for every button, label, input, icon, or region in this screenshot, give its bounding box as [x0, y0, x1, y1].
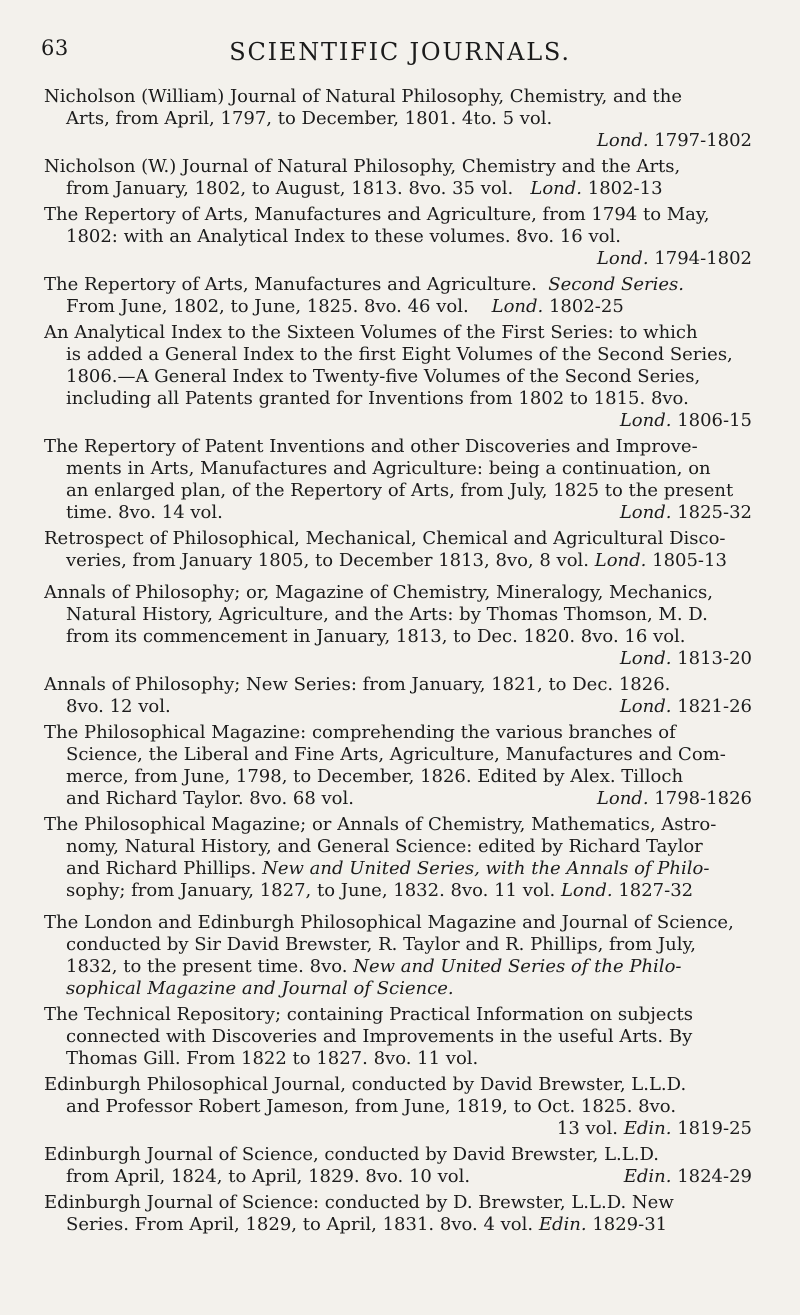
entry-line: Annals of Philosophy; or, Magazine of Chemistry, Mineralogy, Mechanics,	[44, 582, 713, 603]
imprint-place: Edin.	[538, 1214, 587, 1235]
imprint-years: 1827-32	[618, 880, 694, 901]
imprint-years: 1825-32	[677, 502, 752, 523]
imprint-years: 1802-25	[548, 296, 624, 317]
entry-line: 1832, to the present time. 8vo.	[66, 956, 348, 977]
imprint-years: 1829-31	[592, 1214, 668, 1235]
entry-line: The Repertory of Arts, Manufactures and Agriculture.	[44, 274, 537, 295]
list-item	[44, 722, 756, 810]
entry-line: 13 vol.	[556, 1118, 618, 1139]
entry-line: Edinburgh Philosophical Journal, conducted by David Brewster, L.L.D.	[44, 1074, 687, 1095]
entry-line: and Richard Taylor. 8vo. 68 vol.	[66, 788, 354, 809]
list-item	[44, 86, 756, 152]
entry-line: sophy; from January, 1827, to June, 1832. 8vo. 11 vol.	[66, 880, 556, 901]
entry-line: conducted by Sir David Brewster, R. Taylor and R. Phillips, from July,	[66, 934, 696, 955]
entry-line: veries, from January 1805, to December 1813, 8vo, 8 vol.	[66, 550, 590, 571]
entry-line: Science, the Liberal and Fine Arts, Agriculture, Manufactures and Com-	[66, 744, 726, 765]
running-head: SCIENTIFIC JOURNALS.	[229, 38, 571, 66]
entry-line: from April, 1824, to April, 1829. 8vo. 10 vol.	[66, 1166, 471, 1187]
imprint-place: Lond.	[619, 410, 672, 431]
page-number: 63	[41, 36, 69, 60]
entry-line: Nicholson (W.) Journal of Natural Philosophy, Chemistry and the Arts,	[44, 156, 681, 177]
list-item	[44, 156, 756, 200]
list-item	[44, 528, 756, 572]
entry-line: Annals of Philosophy; New Series: from January, 1821, to Dec. 1826.	[44, 674, 671, 695]
entry-line: merce, from June, 1798, to December, 1826. Edited by Alex. Tilloch	[66, 766, 684, 787]
entry-line: and Richard Phillips.	[66, 858, 257, 879]
entry-line: An Analytical Index to the Sixteen Volumes of the First Series: to which	[44, 322, 698, 343]
list-item	[44, 674, 756, 718]
list-item	[44, 1074, 756, 1140]
list-item	[44, 436, 756, 524]
entry-line: The Repertory of Arts, Manufactures and Agriculture, from 1794 to May,	[44, 204, 710, 225]
entry-line: Series. From April, 1829, to April, 1831. 8vo. 4 vol.	[66, 1214, 534, 1235]
list-item	[44, 274, 756, 318]
entry-line: The Technical Repository; containing Practical Information on subjects	[44, 1004, 694, 1025]
imprint-place: Lond.	[530, 178, 583, 199]
entry-line: ments in Arts, Manufactures and Agriculture: being a continuation, on	[66, 458, 711, 479]
imprint-place: Edin.	[623, 1166, 672, 1187]
imprint-years: 1824-29	[677, 1166, 752, 1187]
imprint-years: 1813-20	[677, 648, 752, 669]
entry-line: time. 8vo. 14 vol.	[66, 502, 223, 523]
entry-line: The London and Edinburgh Philosophical Magazine and Journal of Science,	[44, 912, 734, 933]
entry-line: 8vo. 12 vol.	[66, 696, 171, 717]
imprint-years: 1805-13	[652, 550, 727, 571]
entry-line: from its commencement in January, 1813, to Dec. 1820. 8vo. 16 vol.	[66, 626, 686, 647]
imprint-place: Lond.	[596, 130, 649, 151]
list-item	[44, 1004, 756, 1070]
imprint-place: Lond.	[619, 696, 672, 717]
imprint-place: Lond.	[560, 880, 613, 901]
list-item	[44, 582, 756, 670]
list-item	[44, 322, 756, 432]
entry-line: including all Patents granted for Inventions from 1802 to 1815. 8vo.	[66, 388, 689, 409]
entry-line: 1802: with an Analytical Index to these volumes. 8vo. 16 vol.	[66, 226, 621, 247]
imprint-place: Lond.	[619, 648, 672, 669]
entry-line: and Professor Robert Jameson, from June, 1819, to Oct. 1825. 8vo.	[66, 1096, 677, 1117]
list-item	[44, 814, 756, 902]
entry-line: From June, 1802, to June, 1825. 8vo. 46 vol.	[66, 296, 469, 317]
entry-line: 1806.—A General Index to Twenty-five Volumes of the Second Series,	[66, 366, 701, 387]
entry-line: from January, 1802, to August, 1813. 8vo. 35 vol.	[66, 178, 514, 199]
imprint-years: 1821-26	[677, 696, 752, 717]
entry-line: sophical Magazine and Journal of Science.	[66, 978, 454, 999]
entry-line: is added a General Index to the first Eight Volumes of the Second Series,	[66, 344, 733, 365]
entry-line: The Philosophical Magazine; or Annals of Chemistry, Mathematics, Astro-	[44, 814, 717, 835]
series-italic: Second Series.	[548, 274, 684, 295]
imprint-place: Lond.	[596, 248, 649, 269]
imprint-years: 1798-1826	[654, 788, 752, 809]
entry-line: Thomas Gill. From 1822 to 1827. 8vo. 11 vol.	[66, 1048, 479, 1069]
list-item	[44, 1144, 756, 1188]
imprint-place: Lond.	[491, 296, 544, 317]
list-item	[44, 204, 756, 270]
entry-line: The Philosophical Magazine: comprehending the various branches of	[44, 722, 676, 743]
imprint-years: 1819-25	[677, 1118, 752, 1139]
entry-line: The Repertory of Patent Inventions and other Discoveries and Improve-	[44, 436, 698, 457]
entry-line: nomy, Natural History, and General Science: edited by Richard Taylor	[66, 836, 703, 857]
imprint-years: 1794-1802	[654, 248, 752, 269]
entry-line: Retrospect of Philosophical, Mechanical, Chemical and Agricultural Disco-	[44, 528, 726, 549]
imprint-years: 1802-13	[587, 178, 663, 199]
entry-line: Edinburgh Journal of Science: conducted by D. Brewster, L.L.D. New	[44, 1192, 674, 1213]
list-item	[44, 1192, 756, 1236]
imprint-years: 1806-15	[677, 410, 752, 431]
catalogue-entries	[44, 86, 756, 1240]
imprint-place: Lond.	[594, 550, 647, 571]
list-item	[44, 912, 756, 1000]
entry-line: Nicholson (William) Journal of Natural Philosophy, Chemistry, and the	[44, 86, 682, 107]
series-italic: New and United Series, with the Annals of Philo-	[262, 858, 710, 879]
series-italic: New and United Series of the Philo-	[353, 956, 682, 977]
imprint-place: Lond.	[596, 788, 649, 809]
imprint-place: Edin.	[623, 1118, 672, 1139]
entry-line: Arts, from April, 1797, to December, 1801. 4to. 5 vol.	[66, 108, 553, 129]
entry-line: Natural History, Agriculture, and the Arts: by Thomas Thomson, M. D.	[66, 604, 708, 625]
entry-line: Edinburgh Journal of Science, conducted by David Brewster, L.L.D.	[44, 1144, 659, 1165]
entry-line: connected with Discoveries and Improvements in the useful Arts. By	[66, 1026, 693, 1047]
entry-line: an enlarged plan, of the Repertory of Arts, from July, 1825 to the present	[66, 480, 734, 501]
imprint-years: 1797-1802	[654, 130, 752, 151]
imprint-place: Lond.	[619, 502, 672, 523]
